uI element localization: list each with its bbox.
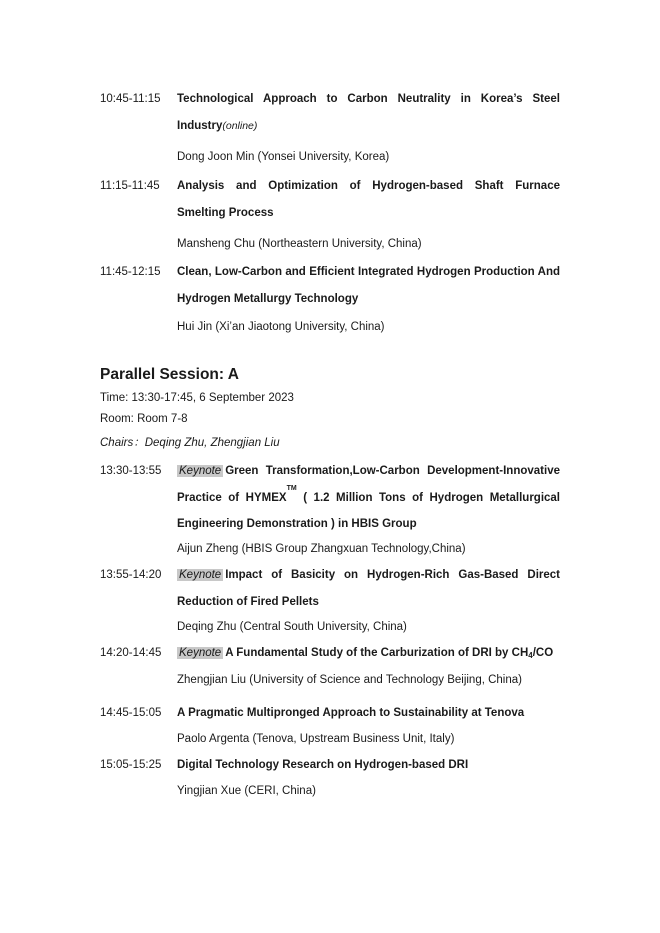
entry-title <box>177 562 560 615</box>
trademark-sup: TM <box>286 484 297 492</box>
entry-time: 10:45-11:15 <box>100 93 161 105</box>
session-title: Parallel Session: A <box>100 366 239 383</box>
entry-speaker: Aijun Zheng (HBIS Group Zhangxuan Technology,China) <box>177 543 466 555</box>
keynote-badge: Keynote <box>179 465 222 477</box>
entry-title: A Pragmatic Multipronged Approach to Sustainability at Tenova <box>177 707 525 719</box>
entry-title-text: /CO <box>532 647 554 659</box>
entry-time: 11:45-12:15 <box>100 266 161 278</box>
entry-speaker: Yingjian Xue (CERI, China) <box>177 785 316 797</box>
session-room: Room: Room 7-8 <box>100 413 188 425</box>
entry-time: 14:45-15:05 <box>100 707 162 719</box>
entry-title-text: ( 1.2 Million Tons of Hydrogen Metallurgical Engineering Demonstration ) in HBIS Group <box>177 491 560 530</box>
entry-speaker: Hui Jin (Xi’an Jiaotong University, China) <box>177 321 385 333</box>
entry-time: 14:20-14:45 <box>100 647 162 659</box>
entry-title-text: Technological Approach to Carbon Neutrality in Korea’s Steel Industry <box>177 93 560 132</box>
entry-title-text: Impact of Basicity on Hydrogen-Rich Gas-Based Direct Reduction of Fired Pellets <box>177 569 560 608</box>
session-chairs: Chairs：Deqing Zhu, Zhengjian Liu <box>100 437 280 449</box>
entry-time: 13:30-13:55 <box>100 465 162 477</box>
entry-title: Digital Technology Research on Hydrogen-based DRI <box>177 759 469 771</box>
keynote-badge: Keynote <box>179 569 222 581</box>
session-time: Time: 13:30-17:45, 6 September 2023 <box>100 392 294 404</box>
entry-title: Clean, Low-Carbon and Efficient Integrated Hydrogen Production And Hydrogen Metallurgy Technology <box>177 266 560 305</box>
online-note: (online) <box>222 119 258 132</box>
entry-speaker: Dong Joon Min (Yonsei University, Korea) <box>177 151 390 163</box>
entry-time: 11:15-11:45 <box>100 180 160 192</box>
entry-speaker: Deqing Zhu (Central South University, China) <box>177 621 407 633</box>
entry-title <box>177 640 560 667</box>
entry-speaker: Mansheng Chu (Northeastern University, China) <box>177 238 422 250</box>
entry-time: 13:55-14:20 <box>100 569 162 581</box>
entry-title <box>177 458 560 538</box>
entry-speaker: Paolo Argenta (Tenova, Upstream Business Unit, Italy) <box>177 733 455 745</box>
entry-time: 15:05-15:25 <box>100 759 162 771</box>
keynote-badge: Keynote <box>179 647 222 659</box>
entry-title-text: A Fundamental Study of the Carburization of DRI by CH <box>225 647 529 659</box>
entry-speaker: Zhengjian Liu (University of Science and Technology Beijing, China) <box>177 674 522 686</box>
subscript-4: 4 <box>528 651 533 660</box>
entry-title-text: Green Transformation,Low-Carbon Development-Innovative Practice of HYMEX <box>177 465 560 504</box>
entry-title: Analysis and Optimization of Hydrogen-based Shaft Furnace Smelting Process <box>177 180 560 219</box>
entry-title <box>177 86 560 139</box>
